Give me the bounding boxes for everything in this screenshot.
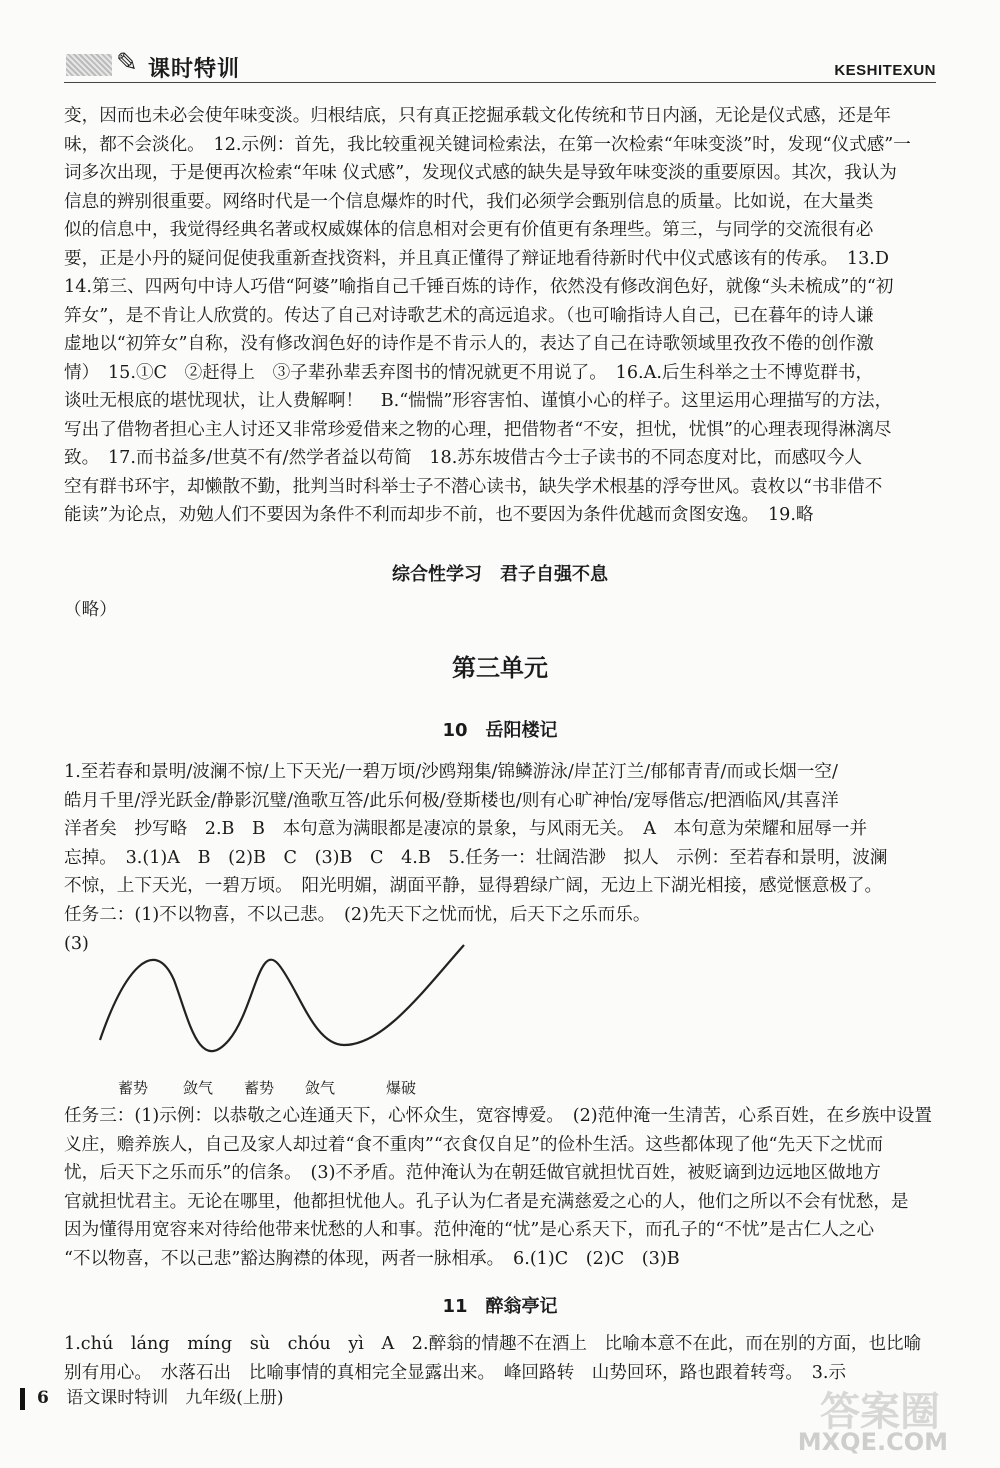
lesson-10-answers (64, 758, 936, 929)
diagram-label: (3) (64, 934, 89, 954)
header-rule (64, 82, 936, 83)
lesson-11-title: 11 醉翁亭记 (442, 1296, 558, 1317)
text-line: 忘掉。 3.(1)A B (2)B C (3)B C 4.B 5.任务一：壮阔浩渺 拟人 示例：至若春和景明，波澜 (64, 847, 888, 868)
text-line: 1.chú láng míng sù chóu yì A 2.醉翁的情趣不在酒上 比喻本意不在此，而在别的方面，也比喻 (64, 1334, 922, 1354)
curve-label: 蓄势 (244, 1079, 275, 1097)
text-line: 笄女”，是不肯让人欣赏的。传达了自己对诗歌艺术的高远追求。（也可喻指诗人自己，已在暮年的诗人谦 (64, 305, 874, 326)
book-title: 语文课时特训 九年级(上册) (66, 1388, 284, 1408)
text-line: 不惊，上下天光，一碧万顷。 阳光明媚，湖面平静，显得碧绿广阔，无边上下湖光相接，感觉惬意极了。 (64, 876, 883, 896)
curve-label: 蓄势 (118, 1079, 149, 1097)
text-line: 任务二：(1)不以物喜，不以己悲。 (2)先天下之忧而忧，后天下之乐而乐。 (64, 904, 651, 925)
text-line: 14.第三、四两句中诗人巧借“阿婆”喻指自己千锤百炼的诗作，依然没有修改润色好，就像“头未梳成”的“初 (64, 277, 894, 297)
text-line: 官就担忧君主。无论在哪里，他都担忧他人。孔子认为仁者是充满慈爱之心的人，他们之所以不会有忧愁，是 (64, 1191, 909, 1212)
heading-comprehensive-study: 综合性学习 君子自强不息 (392, 564, 608, 585)
curve-label: 敛气 (305, 1079, 336, 1097)
text-line: 味，都不会淡化。 12.示例：首先，我比较重视关键词检索法，在第一次检索“年味变淡”时，发现“仪式感”一 (64, 134, 911, 155)
text-line: 1.至若春和景明/波澜不惊/上下天光/一碧万顷/沙鸥翔集/锦鳞游泳/岸芷汀兰/郁郁青青/而或长烟一空/ (64, 762, 838, 782)
text-line: 要，正是小丹的疑问促使我重新查找资料，并且真正懂得了辩证地看待新时代中仪式感该有的传承。 13.D (64, 248, 890, 269)
watermark-url: MXQE.COM (797, 1428, 948, 1456)
brand-title: 课时特训 (148, 57, 241, 82)
text-line: 写出了借物者担心主人讨还又非常珍爱借来之物的心理，把借物者“不安，担忧，忧惧”的心理表现得淋漓尽 (64, 419, 892, 440)
footer-bar (20, 1388, 25, 1410)
text-line: 空有群书环宇，却懒散不勤，批判当时科举士子不潜心读书，缺失学术根基的浮夸世风。袁枚以“书非借不 (64, 476, 883, 497)
text-line: 因为懂得用宽容来对待给他带来忧愁的人和事。范仲淹的“忧”是心系天下，而孔子的“不忧”是古仁人之心 (64, 1220, 875, 1240)
text-line: 致。 17.而书益多/世莫不有/然学者益以苟简 18.苏东坡借古今士子读书的不同态度对比，而感叹今人 (64, 448, 862, 468)
text-line: 洋者矣 抄写略 2.B B 本句意为满眼都是凄凉的景象，与风雨无关。 A 本句意为荣耀和屈辱一并 (64, 819, 868, 839)
text-line: 任务三：(1)示例：以恭敬之心连通天下，心怀众生，宽容博爱。 (2)范仲淹一生清苦，心系百姓，在乡族中设置 (64, 1106, 932, 1126)
text-line: 忧，后天下之乐而乐”的信条。 (3)不矛盾。范仲淹认为在朝廷做官就担忧百姓，被贬谪到边远地区做地方 (64, 1163, 881, 1183)
text-line: 别有用心。 水落石出 比喻事情的真相完全显露出来。 峰回路转 山势回环，路也跟着转弯。 3.示 (64, 1362, 847, 1383)
page-number: 6 (37, 1388, 49, 1408)
text-line: 谈吐无根底的堪忧现状，让人费解啊！ B.“惴惴”形容害怕、谨慎小心的样子。这里运用心理描写的方法， (64, 391, 893, 411)
curve-line (100, 945, 464, 1051)
brand-pinyin: KESHITEXUN (834, 62, 936, 79)
unit-title: 第三单元 (452, 654, 548, 682)
lesson-10-answers-cont (64, 1102, 936, 1273)
text-line: 似的信息中，我觉得经典名著或权威媒体的信息相对会更有价值更有条理些。第三，与同学的交流很有必 (64, 220, 874, 240)
text-line: 词多次出现，于是便再次检索“年味 仪式感”，发现仪式感的缺失是导致年味变淡的重要原因。其次，我认为 (64, 163, 897, 183)
lesson-10-title: 10 岳阳楼记 (442, 720, 558, 741)
text-line: “不以物喜，不以己悲”豁达胸襟的体现，两者一脉相承。 6.(1)C (2)C (3)B (64, 1248, 680, 1269)
text-line: 皓月千里/浮光跃金/静影沉璧/渔歌互答/此乐何极/登斯楼也/则有心旷神怡/宠辱偕忘/把酒临风/其喜洋 (64, 790, 839, 811)
note-omitted: （略） (64, 600, 117, 620)
text-line: 虚地以“初笄女”自称，没有修改润色好的诗作是不肯示人的，表达了自己在诗歌领域里孜孜不倦的创作激 (64, 334, 874, 354)
header-decoration (66, 54, 112, 76)
answers-section-1 (64, 102, 936, 530)
text-line: 变，因而也未必会使年味变淡。归根结底，只有真正挖掘承载文化传统和节日内涵，无论是仪式感，还是年 (64, 106, 891, 126)
pen-icon: ✎ (116, 48, 138, 78)
lesson-11-answers (64, 1330, 936, 1387)
text-line: 能读”为论点，劝勉人们不要因为条件不利而却步不前，也不要因为条件优越而贪图安逸。 19.略 (64, 505, 814, 525)
momentum-curve (64, 930, 484, 1070)
watermark-logo: 答案圈 (820, 1389, 940, 1435)
curve-label: 爆破 (386, 1079, 417, 1097)
text-line: 义庄，赡养族人，自己及家人却过着“食不重肉”“衣食仅自足”的俭朴生活。这些都体现了他“先天下之忧而 (64, 1134, 884, 1155)
page-header (0, 40, 1000, 90)
text-line: 信息的辨别很重要。网络时代是一个信息爆炸的时代，我们必须学会甄别信息的质量。比如说，在大量类 (64, 191, 874, 212)
page-footer (20, 1383, 284, 1411)
curve-label: 敛气 (183, 1079, 214, 1097)
text-line: 情） 15.①C ②赶得上 ③子辈孙辈丢弃图书的情况就更不用说了。 16.A.后生科举之士不博览群书， (64, 362, 874, 383)
